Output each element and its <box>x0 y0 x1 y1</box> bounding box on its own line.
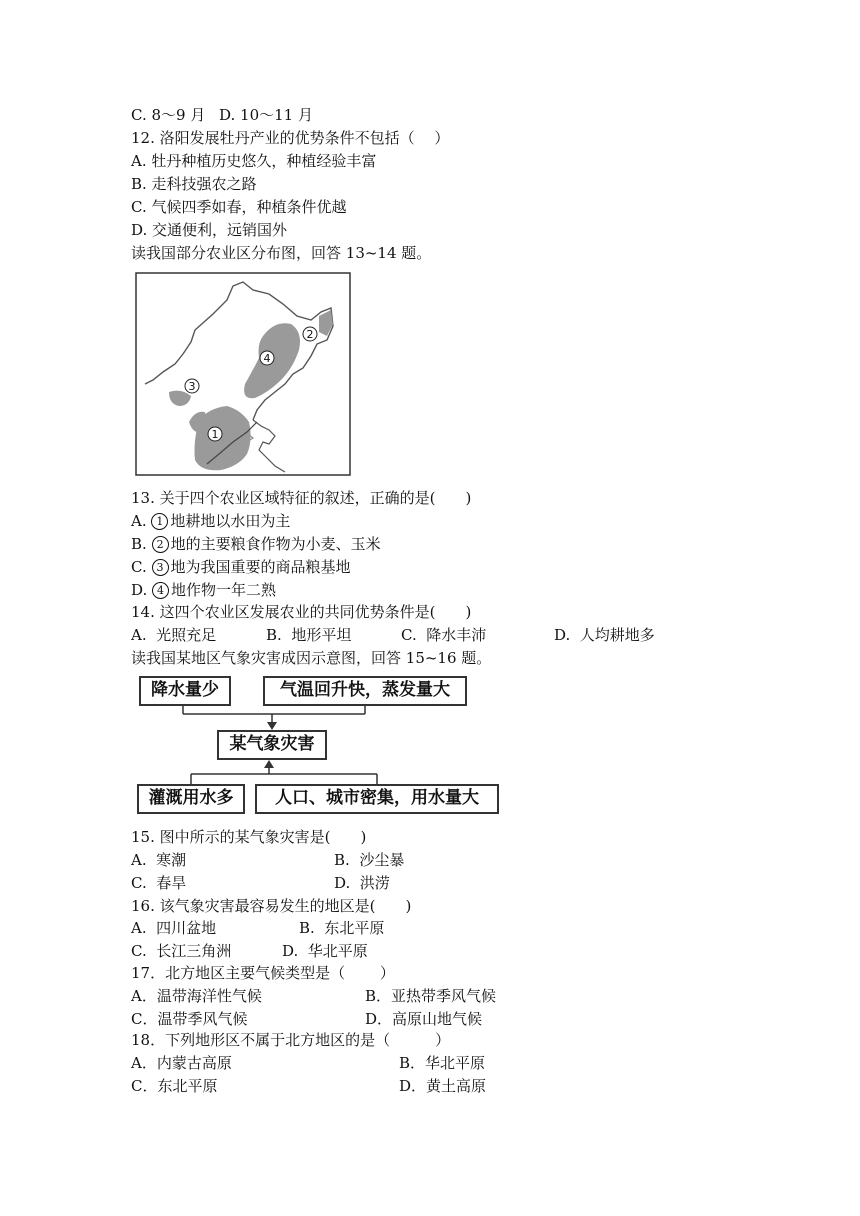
q13-option-c: C. 3 地为我国重要的商品粮基地 <box>131 558 351 576</box>
q12-option-b: B. 走科技强农之路 <box>131 175 257 193</box>
q14-option-a: A. 光照充足 <box>131 626 217 644</box>
arrow-down-icon <box>267 722 277 730</box>
intro-15-16: 读我国某地区气象灾害成因示意图，回答 15~16 题。 <box>131 649 492 667</box>
map-label-4 <box>260 351 274 365</box>
q17-option-d: D．高原山地气候 <box>365 1010 483 1028</box>
q18-option-d: D．黄土高原 <box>399 1077 487 1095</box>
box-fast-warming: 气温回升快，蒸发量大 <box>263 676 467 706</box>
q18-stem: 18．下列地形区不属于北方地区的是（ ） <box>131 1031 451 1049</box>
circle-number-1: 1 <box>151 513 168 530</box>
circle-number-4: 4 <box>152 582 169 599</box>
svg-text:1: 1 <box>211 428 219 441</box>
arrow-up-icon <box>264 760 274 768</box>
q14-option-b: B. 地形平坦 <box>266 626 352 644</box>
intro-13-14: 读我国部分农业区分布图，回答 13~14 题。 <box>131 244 432 262</box>
q16-option-c: C. 长江三角洲 <box>131 942 232 960</box>
q16-option-d: D. 华北平原 <box>282 942 368 960</box>
q18-option-b: B．华北平原 <box>399 1054 486 1072</box>
box-weather-disaster: 某气象灾害 <box>217 730 327 760</box>
q12-option-c: C. 气候四季如春，种植条件优越 <box>131 198 347 216</box>
circle-number-2: 2 <box>152 536 169 553</box>
svg-text:2: 2 <box>306 328 314 341</box>
map-label-2 <box>303 327 317 341</box>
q15-option-a: A. 寒潮 <box>131 851 187 869</box>
disaster-cause-diagram <box>135 672 505 816</box>
agricultural-regions-map <box>135 272 351 476</box>
q12-stem: 12. 洛阳发展牡丹产业的优势条件不包括（ ） <box>131 129 450 147</box>
map-label-3 <box>185 379 199 393</box>
q11-option-c: C. 8～9 月 <box>131 106 206 124</box>
circle-number-3: 3 <box>152 559 169 576</box>
svg-text:4: 4 <box>263 352 271 365</box>
q15-option-d: D. 洪涝 <box>334 874 390 892</box>
q14-stem: 14. 这四个农业区发展农业的共同优势条件是( ) <box>131 603 472 621</box>
q16-option-a: A. 四川盆地 <box>131 919 217 937</box>
q15-stem: 15. 图中所示的某气象灾害是( ) <box>131 828 367 846</box>
box-irrigation-water: 灌溉用水多 <box>137 784 245 814</box>
flow-connectors <box>135 672 505 816</box>
q18-option-c: C．东北平原 <box>131 1077 218 1095</box>
q13-option-a: A. 1 地耕地以水田为主 <box>131 512 291 530</box>
q13-option-d: D. 4 地作物一年二熟 <box>131 581 277 599</box>
q17-option-a: A．温带海洋性气候 <box>131 987 262 1005</box>
q14-option-d: D. 人均耕地多 <box>554 626 655 644</box>
q15-option-b: B. 沙尘暴 <box>334 851 405 869</box>
q13-option-b: B. 2 地的主要粮食作物为小麦、玉米 <box>131 535 381 553</box>
q17-option-c: C．温带季风气候 <box>131 1010 248 1028</box>
q17-option-b: B．亚热带季风气候 <box>365 987 497 1005</box>
q16-option-b: B. 东北平原 <box>299 919 385 937</box>
q14-option-c: C. 降水丰沛 <box>401 626 487 644</box>
svg-text:3: 3 <box>188 380 196 393</box>
map-label-1 <box>208 427 222 441</box>
q11-option-d: D. 10～11 月 <box>219 106 313 124</box>
box-low-precipitation: 降水量少 <box>139 676 231 706</box>
q12-option-d: D. 交通便利，远销国外 <box>131 221 288 239</box>
q13-stem: 13. 关于四个农业区域特征的叙述，正确的是( ) <box>131 489 472 507</box>
q18-option-a: A．内蒙古高原 <box>131 1054 232 1072</box>
q17-stem: 17．北方地区主要气候类型是（ ） <box>131 964 395 982</box>
q12-option-a: A. 牡丹种植历史悠久，种植经验丰富 <box>131 152 377 170</box>
q15-option-c: C. 春旱 <box>131 874 187 892</box>
box-dense-population: 人口、城市密集，用水量大 <box>255 784 499 814</box>
q16-stem: 16. 该气象灾害最容易发生的地区是( ) <box>131 897 412 915</box>
